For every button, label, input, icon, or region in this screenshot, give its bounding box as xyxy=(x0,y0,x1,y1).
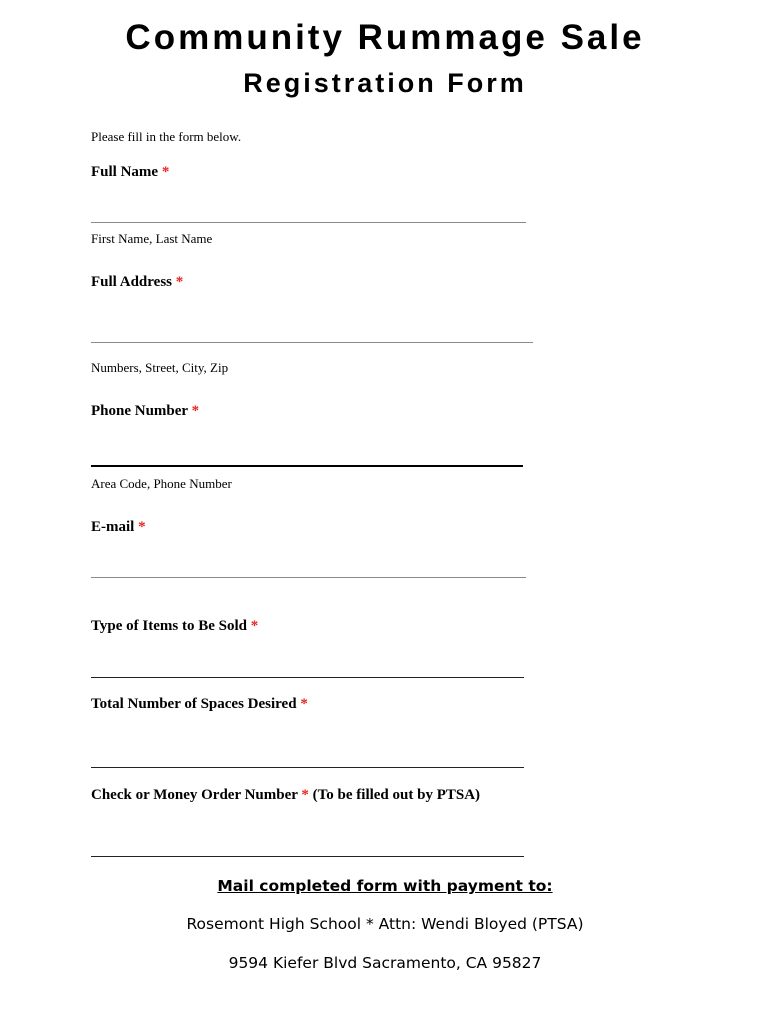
mailing-heading: Mail completed form with payment to: xyxy=(217,877,553,895)
items-type-label-text: Type of Items to Be Sold xyxy=(91,618,247,634)
form-title: Community Rummage Sale xyxy=(125,18,645,57)
intro-text: Please fill in the form below. xyxy=(91,129,242,144)
email-field[interactable] xyxy=(91,577,526,578)
mailing-line-1: Rosemont High School * Attn: Wendi Bloyed (PTSA) xyxy=(186,915,584,933)
phone-label-text: Phone Number xyxy=(91,403,188,419)
phone-field[interactable] xyxy=(91,465,523,467)
form-subtitle: Registration Form xyxy=(243,68,527,98)
required-asterisk: * xyxy=(250,618,259,634)
full-address-label-text: Full Address xyxy=(91,274,172,290)
spaces-field[interactable] xyxy=(91,767,524,768)
required-asterisk: * xyxy=(301,787,309,803)
email-label xyxy=(91,519,146,536)
items-type-label xyxy=(91,618,258,635)
required-asterisk: * xyxy=(175,274,184,290)
full-name-label-text: Full Name xyxy=(91,164,159,180)
full-name-hint: First Name, Last Name xyxy=(91,231,213,246)
required-asterisk: * xyxy=(191,403,200,419)
check-number-label-text: Check or Money Order Number xyxy=(91,787,298,803)
check-number-note: (To be filled out by PTSA) xyxy=(312,787,481,803)
full-name-field[interactable] xyxy=(91,222,526,223)
mailing-line-2: 9594 Kiefer Blvd Sacramento, CA 95827 xyxy=(228,954,542,972)
spaces-label-text: Total Number of Spaces Desired xyxy=(91,696,297,712)
phone-label xyxy=(91,403,199,420)
required-asterisk: * xyxy=(138,519,146,535)
email-label-text: E-mail xyxy=(91,519,135,535)
required-asterisk: * xyxy=(161,164,170,180)
check-number-label xyxy=(91,787,480,804)
full-address-field[interactable] xyxy=(91,342,533,343)
check-number-field[interactable] xyxy=(91,856,524,857)
full-name-label xyxy=(91,164,169,181)
items-type-field[interactable] xyxy=(91,677,524,678)
phone-hint: Area Code, Phone Number xyxy=(91,476,232,491)
full-address-label xyxy=(91,274,183,291)
full-address-hint: Numbers, Street, City, Zip xyxy=(91,360,229,375)
required-asterisk: * xyxy=(300,696,308,712)
spaces-label xyxy=(91,696,308,713)
